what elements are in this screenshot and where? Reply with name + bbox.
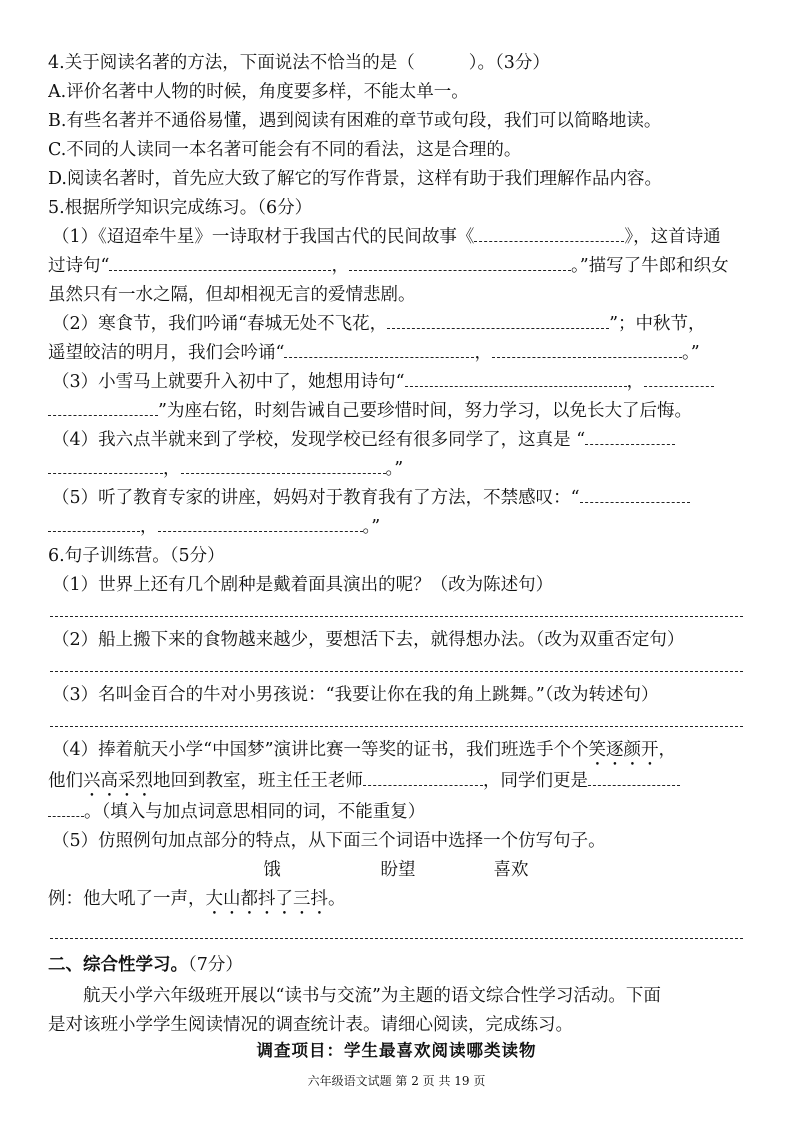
- q5-part1-line1: [52, 224, 752, 250]
- q6-s4-blank-teacher[interactable]: [363, 769, 483, 786]
- q5-part2-line2: [48, 340, 748, 366]
- q6-s4-blank-classmates-end[interactable]: [48, 800, 84, 817]
- q5-part5-line1: [52, 485, 752, 511]
- q5-p3-text-c: ”为座右铭，时刻告诫自己要珍惜时间，努力学习，以免长大了后悔。: [158, 401, 692, 421]
- section2-heading: [48, 952, 748, 978]
- section2-intro-line2: 是对该班小学学生阅读情况的调查统计表。请细心阅读，完成练习。: [48, 1015, 573, 1035]
- q5-part3-line1: [52, 369, 752, 395]
- q5-p5-blank-verse1-start[interactable]: [580, 486, 690, 503]
- q5-part4-line2: [48, 456, 748, 482]
- q4-option-a: A.评价名著中人物的时候，角度要多样，不能太单一。: [48, 82, 469, 102]
- q6-word-option-2: 盼望: [380, 860, 416, 880]
- q4-option-d: D.阅读名著时，首先应大致了解它的写作背景，这样有助于我们理解作品内容。: [48, 169, 662, 189]
- q5-p2-text-a: （2）寒食节，我们吟诵“春城无处不飞花，: [52, 314, 388, 334]
- q5-part1-line2: [48, 253, 748, 279]
- q6-s4-text-a: （4）捧着航天小学“中国梦”演讲比赛一等奖的证书，我们班选手个个: [52, 740, 589, 760]
- q6-answer-line-2[interactable]: [50, 671, 743, 672]
- q6-sentence4-line2: [48, 768, 748, 801]
- q6-sentence2: （2）船上搬下来的食物越来越少，要想活下去，就得想办法。（改为双重否定句）: [52, 630, 685, 650]
- survey-title: 调查项目：学生最喜欢阅读哪类读物: [256, 1041, 537, 1060]
- q5-p2-text-c: 遥望皎洁的明月，我们会吟诵“: [48, 343, 285, 363]
- q5-part2-line1: [52, 311, 752, 337]
- q6-sentence3: （3）名叫金百合的牛对小男孩说：“我要让你在我的角上跳舞。”（改为转述句）: [52, 685, 659, 705]
- q6-sentence4-line1: [52, 737, 752, 770]
- q5-p1-blank-verse2[interactable]: [349, 254, 571, 271]
- q5-p4-text-c: 。”: [385, 459, 404, 479]
- q6-example-text-b: 。: [328, 889, 346, 909]
- page-footer: 六年级语文试题 第 2 页 共 19 页: [307, 1074, 486, 1088]
- q5-p4-text-b: ，: [163, 459, 181, 479]
- q6-example-dotted: 大山都抖了三抖: [205, 889, 328, 909]
- q5-p4-text-a: （4）我六点半就来到了学校，发现学校已经有很多同学了，这真是 “: [52, 430, 586, 450]
- q6-word-option-1: 饿: [263, 860, 281, 880]
- section2-score: （7分）: [188, 955, 243, 975]
- q6-sentence4-line3: [48, 799, 748, 825]
- q5-p5-text-c: 。”: [362, 517, 381, 537]
- q5-p1-text-a: （1）《迢迢牵牛星》一诗取材于我国古代的民间故事《: [52, 227, 475, 247]
- q6-example: [48, 886, 748, 919]
- q6-s4-dotted-word-2: 兴高采烈: [83, 771, 153, 791]
- q6-s4-text-c: 他们: [48, 771, 83, 791]
- q4-option-c: C.不同的人读同一本名著可能会有不同的看法，这是合理的。: [48, 140, 522, 160]
- q5-p2-blank-verse[interactable]: [387, 312, 609, 329]
- q6-answer-line-5[interactable]: [50, 938, 743, 939]
- q6-s4-blank-classmates-start[interactable]: [588, 769, 680, 786]
- q6-example-text-a: 例：他大吼了一声，: [48, 889, 206, 909]
- q5-p1-text-c: 过诗句“: [48, 256, 110, 276]
- q4-stem-score: ）。（3分）: [468, 53, 550, 73]
- q6-s4-dotted-word-1: 笑逐颜开: [588, 740, 659, 760]
- q5-p3-blank-verse2-end[interactable]: [48, 399, 158, 416]
- q5-p1-text-b: 》，这首诗通: [624, 227, 721, 247]
- q5-p1-text-e: 。”描写了牛郎和织女: [570, 256, 729, 276]
- q5-part1-line3: 虽然只有一水之隔，但却相视无言的爱情悲剧。: [48, 285, 416, 305]
- q5-p1-text-d: ，: [331, 256, 349, 276]
- q5-p2-text-e: 。”: [681, 343, 700, 363]
- q5-p4-blank-verse2[interactable]: [181, 457, 386, 474]
- q5-p4-blank-verse1-start[interactable]: [585, 428, 675, 445]
- q6-s4-text-f: 。（填入与加点词意思相同的词，不能重复）: [84, 802, 426, 822]
- q6-s4-text-e: ，同学们更是: [483, 771, 588, 791]
- q5-p2-text-d: ，: [474, 343, 492, 363]
- q6-title: 6.句子训练营。（5分）: [48, 546, 225, 566]
- q5-p4-blank-verse1-end[interactable]: [48, 457, 163, 474]
- q5-p3-text-a: （3）小雪马上就要升入初中了，她想用诗句“: [52, 372, 405, 392]
- q5-p5-blank-verse1-end[interactable]: [48, 515, 140, 532]
- section2-title: 二、综合性学习。: [48, 955, 188, 975]
- q6-sentence5: （5）仿照例句加点部分的特点，从下面三个词语中选择一个仿写句子。: [52, 831, 606, 851]
- q5-p3-blank-verse1[interactable]: [405, 370, 627, 387]
- q6-sentence1: （1）世界上还有几个剧种是戴着面具演出的呢？（改为陈述句）: [52, 575, 554, 595]
- q4-option-b: B.有些名著并不通俗易懂，遇到阅读有困难的章节或句段，我们可以简略地读。: [48, 111, 662, 131]
- q6-answer-line-3[interactable]: [50, 726, 743, 727]
- q5-p2-blank-verse2[interactable]: [492, 341, 682, 358]
- q5-part4-line1: [52, 427, 752, 453]
- q4-stem-text: 4.关于阅读名著的方法，下面说法不恰当的是（: [48, 53, 415, 73]
- q6-word-option-3: 喜欢: [493, 860, 529, 880]
- q6-s4-text-d: 地回到教室，班主任王老师: [153, 771, 363, 791]
- q5-p3-blank-verse2-start[interactable]: [644, 370, 714, 387]
- q6-answer-line-1[interactable]: [50, 616, 743, 617]
- q5-p1-blank-verse1[interactable]: [109, 254, 331, 271]
- q5-p3-text-b: ，: [626, 372, 645, 392]
- q5-p5-text-a: （5）听了教育专家的讲座，妈妈对于教育我有了方法，不禁感叹：“: [52, 488, 580, 508]
- q5-title: 5.根据所学知识完成练习。（6分）: [48, 198, 313, 218]
- q5-p5-blank-verse2[interactable]: [158, 515, 363, 532]
- q5-p5-text-b: ，: [140, 517, 158, 537]
- q5-p2-text-b: ”；中秋节，: [609, 314, 706, 334]
- q5-p1-blank-story[interactable]: [474, 225, 624, 242]
- q4-stem: [48, 50, 748, 76]
- section2-intro-line1: 航天小学六年级班开展以“读书与交流”为主题的语文综合性学习活动。下面: [83, 986, 661, 1006]
- q5-p2-blank-verse1[interactable]: [284, 341, 474, 358]
- q6-s4-text-b: ，: [658, 740, 677, 760]
- q5-part5-line2: [48, 514, 748, 540]
- q5-part3-line2: [48, 398, 748, 424]
